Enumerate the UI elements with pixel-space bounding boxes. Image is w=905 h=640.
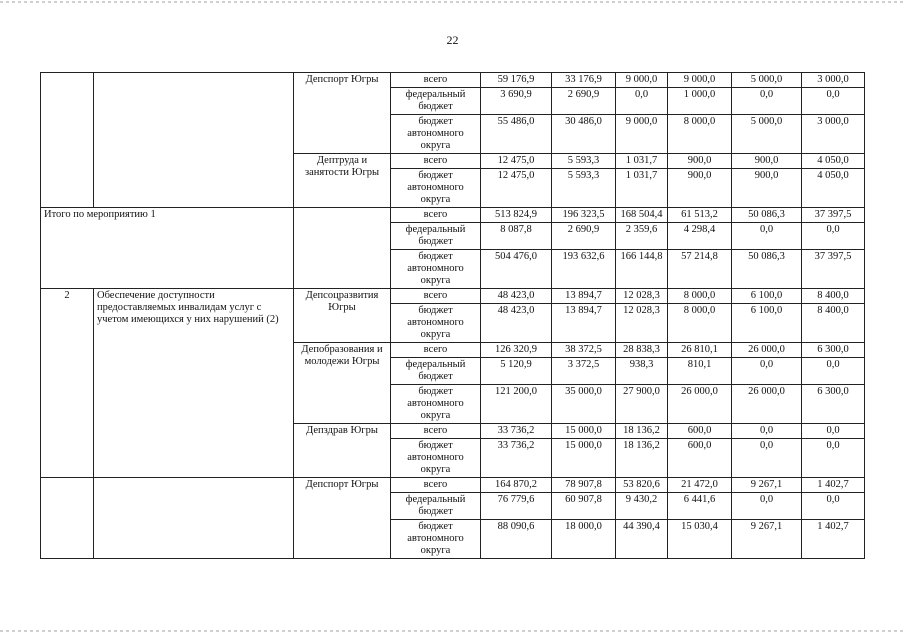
value-cell: 55 486,0 (481, 115, 552, 154)
value-cell: 28 838,3 (616, 343, 668, 358)
value-cell: 21 472,0 (668, 478, 732, 493)
value-cell: 60 907,8 (552, 493, 616, 520)
value-cell: 15 030,4 (668, 520, 732, 559)
responsible-cell: Депспорт Югры (294, 73, 391, 154)
value-cell: 9 000,0 (668, 73, 732, 88)
responsible-cell: Депобразования и молодежи Югры (294, 343, 391, 424)
value-cell: 0,0 (616, 88, 668, 115)
table-row (41, 478, 865, 493)
source-cell: бюджет автономного округа (391, 115, 481, 154)
responsible-cell: Дептруда и занятости Югры (294, 154, 391, 208)
value-cell: 3 690,9 (481, 88, 552, 115)
value-cell: 1 000,0 (668, 88, 732, 115)
value-cell: 15 000,0 (552, 424, 616, 439)
value-cell: 18 136,2 (616, 439, 668, 478)
value-cell: 0,0 (802, 424, 865, 439)
responsible-cell: Депсоцразвития Югры (294, 289, 391, 343)
value-cell: 76 779,6 (481, 493, 552, 520)
value-cell: 6 300,0 (802, 385, 865, 424)
value-cell: 6 100,0 (732, 304, 802, 343)
value-cell: 1 031,7 (616, 154, 668, 169)
value-cell: 3 372,5 (552, 358, 616, 385)
value-cell: 5 593,3 (552, 169, 616, 208)
value-cell: 8 000,0 (668, 289, 732, 304)
table-row (41, 73, 865, 88)
value-cell: 6 300,0 (802, 343, 865, 358)
value-cell: 0,0 (732, 439, 802, 478)
value-cell: 2 359,6 (616, 223, 668, 250)
value-cell: 12 475,0 (481, 169, 552, 208)
event-name-cell (94, 73, 294, 208)
table-row (41, 208, 865, 223)
source-cell: бюджет автономного округа (391, 304, 481, 343)
value-cell: 513 824,9 (481, 208, 552, 223)
value-cell: 0,0 (802, 223, 865, 250)
source-cell: федеральный бюджет (391, 493, 481, 520)
value-cell: 15 000,0 (552, 439, 616, 478)
source-cell: всего (391, 343, 481, 358)
value-cell: 37 397,5 (802, 250, 865, 289)
value-cell: 600,0 (668, 424, 732, 439)
value-cell: 504 476,0 (481, 250, 552, 289)
value-cell: 12 028,3 (616, 304, 668, 343)
value-cell: 0,0 (802, 358, 865, 385)
value-cell: 900,0 (732, 169, 802, 208)
value-cell: 50 086,3 (732, 250, 802, 289)
value-cell: 9 267,1 (732, 478, 802, 493)
value-cell: 0,0 (802, 493, 865, 520)
value-cell: 53 820,6 (616, 478, 668, 493)
source-cell: всего (391, 73, 481, 88)
value-cell: 600,0 (668, 439, 732, 478)
value-cell: 5 000,0 (732, 115, 802, 154)
value-cell: 0,0 (732, 223, 802, 250)
value-cell: 27 900,0 (616, 385, 668, 424)
value-cell: 8 000,0 (668, 115, 732, 154)
value-cell: 13 894,7 (552, 304, 616, 343)
value-cell: 193 632,6 (552, 250, 616, 289)
value-cell: 5 000,0 (732, 73, 802, 88)
value-cell: 59 176,9 (481, 73, 552, 88)
value-cell: 8 400,0 (802, 289, 865, 304)
value-cell: 30 486,0 (552, 115, 616, 154)
value-cell: 61 513,2 (668, 208, 732, 223)
source-cell: бюджет автономного округа (391, 169, 481, 208)
source-cell: бюджет автономного округа (391, 385, 481, 424)
value-cell: 50 086,3 (732, 208, 802, 223)
value-cell: 2 690,9 (552, 223, 616, 250)
source-cell: всего (391, 424, 481, 439)
value-cell: 9 000,0 (616, 115, 668, 154)
value-cell: 33 736,2 (481, 424, 552, 439)
value-cell: 3 000,0 (802, 73, 865, 88)
value-cell: 4 050,0 (802, 169, 865, 208)
value-cell: 900,0 (732, 154, 802, 169)
value-cell: 9 000,0 (616, 73, 668, 88)
value-cell: 88 090,6 (481, 520, 552, 559)
total-label-cell: Итого по мероприятию 1 (41, 208, 294, 289)
value-cell: 12 475,0 (481, 154, 552, 169)
value-cell: 1 031,7 (616, 169, 668, 208)
number-cell: 2 (41, 289, 94, 478)
value-cell: 126 320,9 (481, 343, 552, 358)
value-cell: 196 323,5 (552, 208, 616, 223)
number-cell (41, 478, 94, 559)
top-scan-edge (0, 1, 905, 3)
value-cell: 78 907,8 (552, 478, 616, 493)
value-cell: 26 000,0 (732, 343, 802, 358)
value-cell: 6 441,6 (668, 493, 732, 520)
value-cell: 26 810,1 (668, 343, 732, 358)
responsible-cell: Депспорт Югры (294, 478, 391, 559)
value-cell: 8 000,0 (668, 304, 732, 343)
source-cell: бюджет автономного округа (391, 520, 481, 559)
value-cell: 168 504,4 (616, 208, 668, 223)
value-cell: 121 200,0 (481, 385, 552, 424)
value-cell: 900,0 (668, 154, 732, 169)
value-cell: 4 298,4 (668, 223, 732, 250)
responsible-cell (294, 208, 391, 289)
value-cell: 1 402,7 (802, 478, 865, 493)
value-cell: 48 423,0 (481, 289, 552, 304)
value-cell: 0,0 (732, 358, 802, 385)
value-cell: 5 593,3 (552, 154, 616, 169)
value-cell: 166 144,8 (616, 250, 668, 289)
value-cell: 938,3 (616, 358, 668, 385)
source-cell: всего (391, 478, 481, 493)
value-cell: 0,0 (732, 424, 802, 439)
source-cell: бюджет автономного округа (391, 250, 481, 289)
value-cell: 18 000,0 (552, 520, 616, 559)
value-cell: 0,0 (732, 88, 802, 115)
table-body (41, 73, 865, 559)
budget-table (40, 72, 865, 559)
value-cell: 1 402,7 (802, 520, 865, 559)
value-cell: 164 870,2 (481, 478, 552, 493)
value-cell: 810,1 (668, 358, 732, 385)
value-cell: 6 100,0 (732, 289, 802, 304)
value-cell: 57 214,8 (668, 250, 732, 289)
value-cell: 38 372,5 (552, 343, 616, 358)
value-cell: 18 136,2 (616, 424, 668, 439)
value-cell: 48 423,0 (481, 304, 552, 343)
value-cell: 3 000,0 (802, 115, 865, 154)
value-cell: 8 400,0 (802, 304, 865, 343)
value-cell: 12 028,3 (616, 289, 668, 304)
value-cell: 44 390,4 (616, 520, 668, 559)
source-cell: федеральный бюджет (391, 223, 481, 250)
value-cell: 4 050,0 (802, 154, 865, 169)
source-cell: федеральный бюджет (391, 358, 481, 385)
value-cell: 2 690,9 (552, 88, 616, 115)
event-name-cell: Обеспечение доступности предоставляемых инвалидам услуг с учетом имеющихся у них нарушений (2) (94, 289, 294, 478)
value-cell: 8 087,8 (481, 223, 552, 250)
value-cell: 0,0 (732, 493, 802, 520)
source-cell: федеральный бюджет (391, 88, 481, 115)
source-cell: бюджет автономного округа (391, 439, 481, 478)
value-cell: 0,0 (802, 88, 865, 115)
source-cell: всего (391, 208, 481, 223)
value-cell: 37 397,5 (802, 208, 865, 223)
value-cell: 0,0 (802, 439, 865, 478)
bottom-scan-edge (0, 630, 905, 632)
responsible-cell: Депздрав Югры (294, 424, 391, 478)
value-cell: 13 894,7 (552, 289, 616, 304)
value-cell: 33 736,2 (481, 439, 552, 478)
table-row (41, 289, 865, 304)
value-cell: 5 120,9 (481, 358, 552, 385)
page-number: 22 (446, 33, 459, 47)
value-cell: 900,0 (668, 169, 732, 208)
value-cell: 33 176,9 (552, 73, 616, 88)
source-cell: всего (391, 289, 481, 304)
number-cell (41, 73, 94, 208)
value-cell: 9 430,2 (616, 493, 668, 520)
source-cell: всего (391, 154, 481, 169)
value-cell: 9 267,1 (732, 520, 802, 559)
value-cell: 26 000,0 (732, 385, 802, 424)
value-cell: 26 000,0 (668, 385, 732, 424)
event-name-cell (94, 478, 294, 559)
value-cell: 35 000,0 (552, 385, 616, 424)
